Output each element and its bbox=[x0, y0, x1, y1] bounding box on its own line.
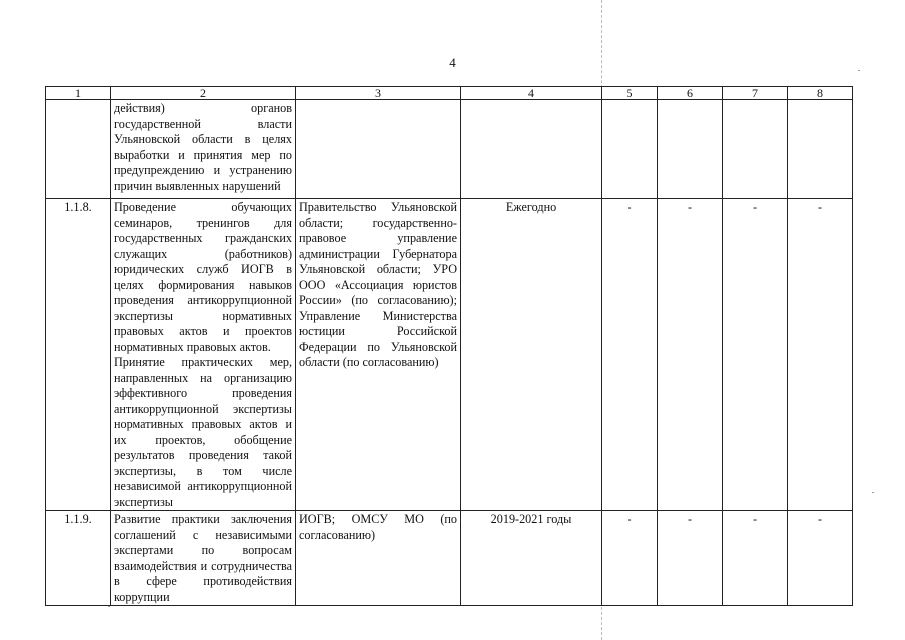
column-header: 5 bbox=[602, 87, 658, 100]
column-header: 1 bbox=[46, 87, 111, 100]
period-cell: Ежегодно bbox=[461, 199, 602, 511]
value-cell: - bbox=[788, 511, 853, 606]
value-cell: - bbox=[602, 199, 658, 511]
value-cell: - bbox=[723, 199, 788, 511]
column-header: 2 bbox=[111, 87, 296, 100]
value-cell: - bbox=[658, 199, 723, 511]
value-cell: - bbox=[723, 511, 788, 606]
row-number-cell bbox=[46, 100, 111, 199]
value-cell bbox=[723, 100, 788, 199]
period-cell: 2019-2021 годы bbox=[461, 511, 602, 606]
table-row bbox=[46, 199, 853, 511]
responsible-cell: Правительство Ульяновской области; государственно-правовое управление администрации Губернатора Ульяновской области; УРО ООО «Ассоциация юристов России» (по согласованию); Управление Министерства юстиции Российской Федерации по Ульяновской области (по согласованию) bbox=[296, 199, 461, 511]
period-cell bbox=[461, 100, 602, 199]
column-header: 4 bbox=[461, 87, 602, 100]
value-cell bbox=[658, 100, 723, 199]
responsible-cell bbox=[296, 100, 461, 199]
value-cell bbox=[788, 100, 853, 199]
action-plan-table bbox=[45, 86, 853, 606]
column-header: 3 bbox=[296, 87, 461, 100]
measure-text-extra: Принятие практических мер, направленных на организацию эффективного проведения антикоррупционной экспертизы нормативных правовых актов и их проектов, обобщение результатов проведения такой экспертизы, в том числе независимой антикоррупционной экспертизы bbox=[114, 355, 292, 509]
responsible-cell: ИОГВ; ОМСУ МО (по согласованию) bbox=[296, 511, 461, 606]
value-cell bbox=[602, 100, 658, 199]
measure-cell bbox=[111, 199, 296, 511]
scan-speck bbox=[108, 606, 110, 607]
row-number-cell: 1.1.9. bbox=[46, 511, 111, 606]
measure-text: Проведение обучающих семинаров, тренингов для государственных гражданских служащих (работников) юридических служб ИОГВ в целях формирования навыков проведения антикоррупционной экспертизы нормативных правовых актов и проектов нормативных правовых актов. bbox=[114, 200, 292, 354]
column-header: 8 bbox=[788, 87, 853, 100]
value-cell: - bbox=[788, 199, 853, 511]
page-number: 4 bbox=[449, 55, 456, 70]
row-number-cell: 1.1.8. bbox=[46, 199, 111, 511]
scan-speck bbox=[872, 492, 874, 493]
table-row bbox=[46, 511, 853, 606]
table-row bbox=[46, 100, 853, 199]
measure-cell: Развитие практики заключения соглашений с независимыми экспертами по вопросам взаимодействия и сотрудничества в сфере противодействия коррупции bbox=[111, 511, 296, 606]
measure-cell: действия) органов государственной власти Ульяновской области в целях выработки и принятия мер по предупреждению и устранению причин выявленных нарушений bbox=[111, 100, 296, 199]
column-header: 6 bbox=[658, 87, 723, 100]
value-cell: - bbox=[658, 511, 723, 606]
value-cell: - bbox=[602, 511, 658, 606]
column-header: 7 bbox=[723, 87, 788, 100]
column-header-row bbox=[46, 87, 853, 100]
